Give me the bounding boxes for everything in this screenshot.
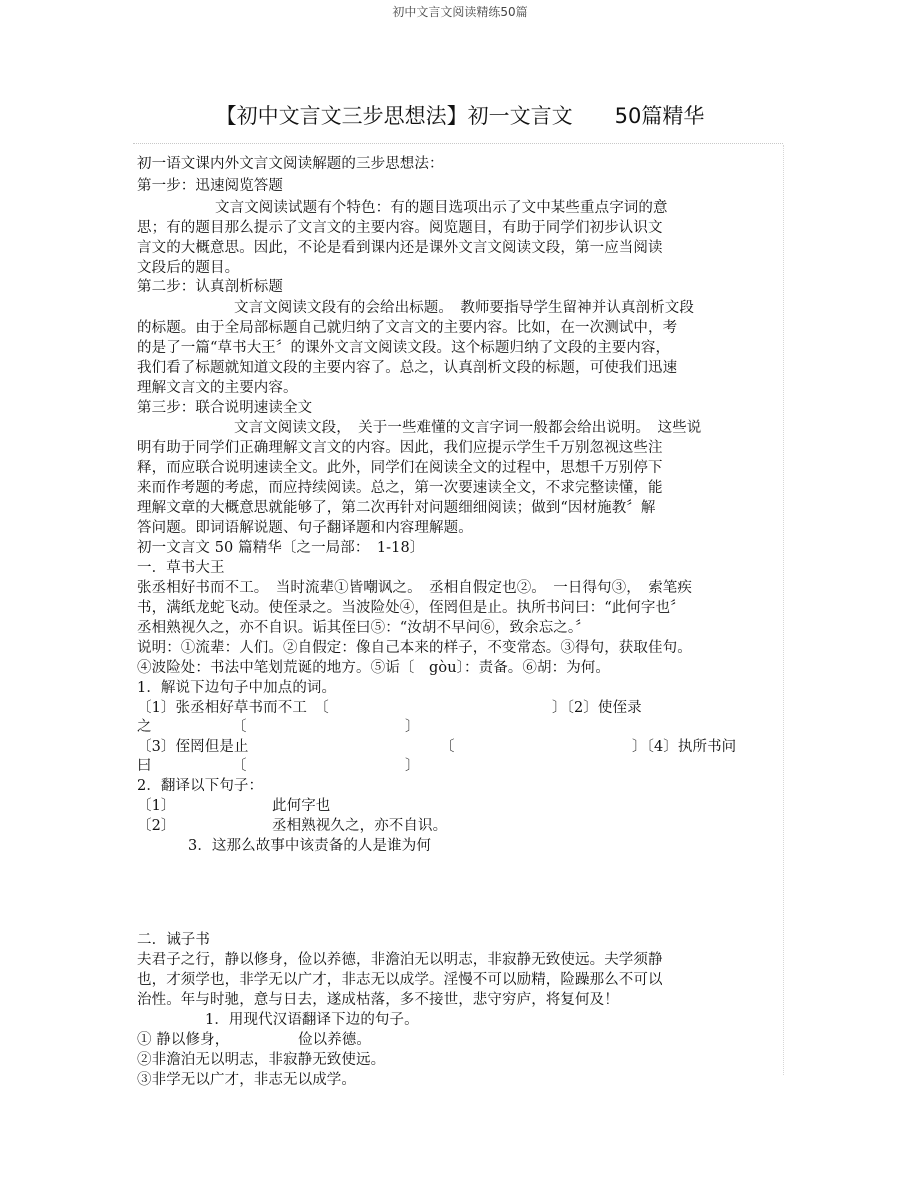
bracket-open: 〔 (232, 758, 247, 774)
page-title: 【初中文言文三步思想法】初一文言文 50篇精华 (215, 104, 705, 128)
paragraph-line: 文言文阅读试题有个特色：有的题目选项出示了文中某些重点字词的意 (215, 200, 668, 216)
paragraph-line: 答问题。即词语解说题、句子翻译题和内容理解题。 (137, 520, 473, 536)
question-item: 〔3〕侄罔但是止 (137, 739, 249, 755)
bracket-close: 〕 (405, 719, 420, 735)
paragraph-line: 理解文言文的主要内容。 (137, 380, 298, 396)
essay-text-line: 治性。年与时驰，意与日去，遂成枯落，多不接世，悲守穷庐，将复何及！ (137, 992, 619, 1008)
step3-heading: 第三步：联合说明速读全文 (137, 400, 313, 416)
paragraph-line: 言文的大概意思。因此，不论是看到课内还是课外文言文阅读文段，第一应当阅读 (137, 240, 663, 256)
question-item: ③非学无以广才，非志无以成学。 (137, 1072, 356, 1088)
top-divider (133, 143, 783, 144)
essay-text-line: 丞相熟视久之，亦不自识。诟其侄曰⑤：“汝胡不早问⑥，致余忘之。〞 (137, 620, 590, 636)
notes-line: 说明：①流辈：人们。②自假定：像自己本来的样子，不变常态。③得句，获取佳句。 (137, 640, 692, 656)
paragraph-line: 文段后的题目。 (137, 260, 240, 276)
paragraph-line: 来而作考题的考虑，而应持续阅读。总之，第一次要速读全文，不求完整读懂，能 (137, 480, 663, 496)
paragraph-line: 文言文阅读文段有的会给出标题。 教师要指导学生留神并认真剖析文段 (234, 300, 694, 316)
question-item: 曰 (137, 758, 152, 774)
question-item: ① 静以修身， (137, 1032, 230, 1048)
question-item: 丞相熟视久之，亦不自识。 (272, 818, 448, 834)
bracket-open: 〔 (440, 739, 455, 755)
question-3: 3．这那么故事中该责备的人是谁为何 (188, 838, 431, 854)
section-heading: 初一文言文 50 篇精华〔之一局部： 1-18〕 (137, 540, 425, 556)
paragraph-line: 我们看了标题就知道文段的主要内容了。总之，认真剖析文段的标题，可使我们迅速 (137, 360, 678, 376)
paragraph-line: 思；有的题目那么提示了文言文的主要内容。阅览题目，有助于同学们初步认识文 (137, 220, 663, 236)
question-item: 〕〔4〕执所书问 (632, 739, 737, 755)
question-1: 1．用现代汉语翻译下边的句子。 (205, 1012, 419, 1028)
paragraph-line: 文言文阅读文段， 关于一些难懂的文言字词一般都会给出说明。 这些说 (234, 420, 702, 436)
question-item: 俭以养德。 (298, 1032, 371, 1048)
question-item: 此何字也 (272, 798, 331, 814)
question-1: 1．解说下边句子中加点的词。 (137, 680, 337, 696)
question-2: 2．翻译以下句子： (137, 778, 264, 794)
paragraph-line: 理解文章的大概意思就能够了，第二次再针对问题细细阅读；做到“因材施教〞解 (137, 500, 656, 516)
bracket-close: 〕 (405, 758, 420, 774)
essay-text-line: 书，满纸龙蛇飞动。使侄录之。当波险处④，侄罔但是止。执所书问曰：“此何字也〞 (137, 600, 685, 616)
question-item: ②非澹泊无以明志，非寂静无致使远。 (137, 1052, 386, 1068)
paragraph-line: 的是了一篇“草书大王〞的课外文言文阅读文段。这个标题归纳了文段的主要内容， (137, 340, 671, 356)
question-item: 之 (137, 719, 152, 735)
step1-heading: 第一步：迅速阅览答题 (137, 178, 283, 194)
paragraph-line: 明有助于同学们正确理解文言文的内容。因此，我们应提示学生千万别忽视这些注 (137, 440, 663, 456)
essay-title: 一．草书大王 (137, 560, 225, 576)
intro-line: 初一语文课内外文言文阅读解题的三步思想法： (137, 156, 444, 172)
essay-text-line: 张丞相好书而不工。 当时流辈①皆嘲讽之。 丞相自假定也②。 一日得句③， 索笔疾 (137, 580, 692, 596)
essay-text-line: 也，才须学也，非学无以广才，非志无以成学。淫慢不可以励精，险躁那么不可以 (137, 972, 663, 988)
question-item: 〕〔2〕使侄录 (552, 700, 642, 716)
question-item: 〔2〕 (137, 818, 176, 834)
notes-line: ④波险处：书法中笔划荒诞的地方。⑤诟〔 gòu〕：责备。⑥胡：为何。 (137, 660, 610, 676)
running-header: 初中文言文阅读精练50篇 (392, 5, 528, 19)
bracket-open: 〔 (232, 719, 247, 735)
paragraph-line: 的标题。由于全局部标题自己就归纳了文言文的主要内容。比如，在一次测试中，考 (137, 320, 678, 336)
question-item: 〔1〕 (137, 798, 176, 814)
essay-text-line: 夫君子之行，静以修身，俭以养德，非澹泊无以明志，非寂静无致使远。夫学须静 (137, 952, 663, 968)
paragraph-line: 释，而应联合说明速读全文。此外，同学们在阅读全文的过程中，思想千万别停下 (137, 460, 663, 476)
question-item: 〔1〕张丞相好草书而不工 〔 (137, 700, 329, 716)
essay-title: 二．诫子书 (137, 932, 210, 948)
step2-heading: 第二步：认真剖析标题 (137, 279, 283, 295)
right-margin-line (783, 145, 784, 1075)
